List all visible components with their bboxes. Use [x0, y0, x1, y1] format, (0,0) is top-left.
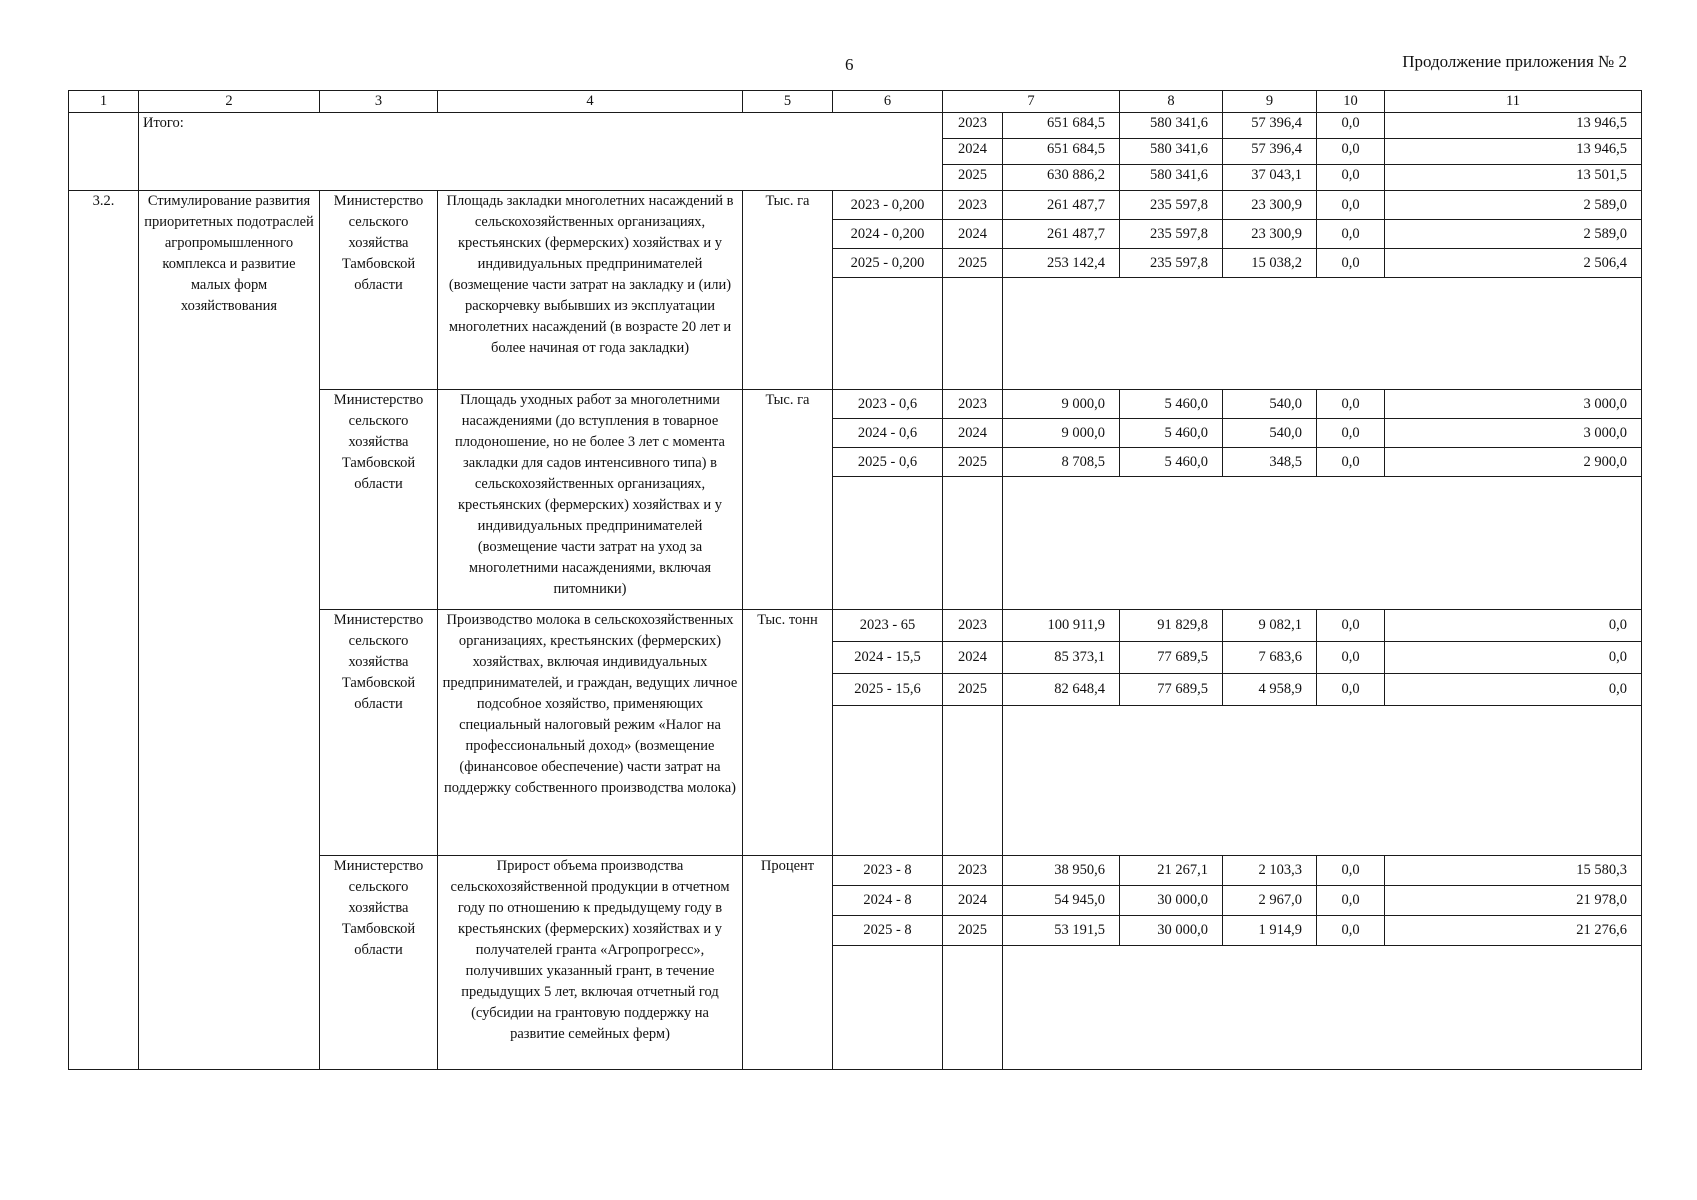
target-value-cell: 2024 - 8 — [833, 886, 943, 916]
amount-regional-cell: 57 396,4 — [1223, 139, 1317, 165]
year-cell: 2024 — [943, 642, 1003, 674]
amount-federal-cell: 580 341,6 — [1120, 139, 1223, 165]
amount-extrabudget-cell: 21 978,0 — [1385, 886, 1642, 916]
amount-regional-cell: 2 967,0 — [1223, 886, 1317, 916]
col-header-10: 10 — [1317, 91, 1385, 113]
indicator-description: Производство молока в сельскохозяйственных организациях, крестьянских (фермерских) хозяйствах, включая индивидуальных предпринимателей, и граждан, ведущих личное подсобное хозяйство, применяющих специальный налоговый режим «Налог на профессиональный доход» (возмещение (финансовое обеспечение) части затрат на поддержку собственного производства молока) — [438, 610, 743, 856]
col-header-2: 2 — [139, 91, 320, 113]
amount-federal-cell: 5 460,0 — [1120, 419, 1223, 448]
year-cell: 2025 — [943, 448, 1003, 477]
amount-local-cell: 0,0 — [1317, 448, 1385, 477]
amount-total-cell: 9 000,0 — [1003, 419, 1120, 448]
empty-cell — [833, 706, 943, 856]
amount-regional-cell: 23 300,9 — [1223, 220, 1317, 249]
total-row — [69, 113, 1642, 139]
amount-local-cell: 0,0 — [1317, 165, 1385, 191]
amount-total-cell: 651 684,5 — [1003, 113, 1120, 139]
amount-extrabudget-cell: 13 501,5 — [1385, 165, 1642, 191]
empty-cell — [943, 278, 1003, 390]
target-value-cell: 2025 - 15,6 — [833, 674, 943, 706]
unit-cell: Тыс. га — [743, 390, 833, 610]
amount-regional-cell: 1 914,9 — [1223, 916, 1317, 946]
year-cell: 2024 — [943, 139, 1003, 165]
amount-regional-cell: 2 103,3 — [1223, 856, 1317, 886]
amount-local-cell: 0,0 — [1317, 856, 1385, 886]
amount-extrabudget-cell: 13 946,5 — [1385, 139, 1642, 165]
amount-regional-cell: 23 300,9 — [1223, 191, 1317, 220]
amount-extrabudget-cell: 2 506,4 — [1385, 249, 1642, 278]
amount-total-cell: 38 950,6 — [1003, 856, 1120, 886]
year-cell: 2025 — [943, 674, 1003, 706]
column-numbers-row — [69, 91, 1642, 113]
col-header-5: 5 — [743, 91, 833, 113]
amount-total-cell: 9 000,0 — [1003, 390, 1120, 419]
amount-local-cell: 0,0 — [1317, 390, 1385, 419]
year-cell: 2023 — [943, 113, 1003, 139]
amount-federal-cell: 77 689,5 — [1120, 674, 1223, 706]
amount-local-cell: 0,0 — [1317, 419, 1385, 448]
amount-local-cell: 0,0 — [1317, 249, 1385, 278]
empty-cell — [943, 477, 1003, 610]
amount-federal-cell: 235 597,8 — [1120, 191, 1223, 220]
amount-regional-cell: 57 396,4 — [1223, 113, 1317, 139]
empty-cell — [943, 706, 1003, 856]
target-value-cell: 2023 - 8 — [833, 856, 943, 886]
year-cell: 2025 — [943, 165, 1003, 191]
amount-regional-cell: 348,5 — [1223, 448, 1317, 477]
amount-federal-cell: 580 341,6 — [1120, 165, 1223, 191]
amount-extrabudget-cell: 13 946,5 — [1385, 113, 1642, 139]
amount-extrabudget-cell: 0,0 — [1385, 642, 1642, 674]
target-value-cell: 2024 - 0,6 — [833, 419, 943, 448]
amount-total-cell: 82 648,4 — [1003, 674, 1120, 706]
indicator-description: Прирост объема производства сельскохозяйственной продукции в отчетном году по отношению к предыдущему году в крестьянских (фермерских) хозяйствах и у получателей гранта «Агропрогресс», получивших указанный грант, в течение предыдущих 5 лет, включая отчетный год (субсидии на грантовую поддержку на развитие семейных ферм) — [438, 856, 743, 1070]
empty-cell — [1003, 278, 1642, 390]
col-header-1: 1 — [69, 91, 139, 113]
amount-extrabudget-cell: 2 589,0 — [1385, 220, 1642, 249]
amount-local-cell: 0,0 — [1317, 610, 1385, 642]
amount-local-cell: 0,0 — [1317, 674, 1385, 706]
empty-cell — [833, 946, 943, 1070]
amount-regional-cell: 540,0 — [1223, 419, 1317, 448]
empty-cell — [943, 946, 1003, 1070]
amount-extrabudget-cell: 21 276,6 — [1385, 916, 1642, 946]
indicator-row — [69, 191, 1642, 220]
amount-federal-cell: 235 597,8 — [1120, 220, 1223, 249]
amount-local-cell: 0,0 — [1317, 139, 1385, 165]
amount-extrabudget-cell: 3 000,0 — [1385, 390, 1642, 419]
amount-regional-cell: 4 958,9 — [1223, 674, 1317, 706]
executor-cell: Министерство сельского хозяйства Тамбовской области — [320, 610, 438, 856]
amount-total-cell: 651 684,5 — [1003, 139, 1120, 165]
amount-total-cell: 100 911,9 — [1003, 610, 1120, 642]
target-value-cell: 2023 - 0,6 — [833, 390, 943, 419]
appendix-title: Продолжение приложения № 2 — [1402, 52, 1627, 71]
unit-cell: Процент — [743, 856, 833, 1070]
amount-federal-cell: 91 829,8 — [1120, 610, 1223, 642]
target-value-cell: 2023 - 0,200 — [833, 191, 943, 220]
executor-cell: Министерство сельского хозяйства Тамбовской области — [320, 390, 438, 610]
target-value-cell: 2025 - 0,6 — [833, 448, 943, 477]
indicator-description: Площадь уходных работ за многолетними насаждениями (до вступления в товарное плодоношение, но не более 3 лет с момента закладки для садов интенсивного типа) в сельскохозяйственных организациях, крестьянских (фермерских) хозяйствах и у индивидуальных предпринимателей (возмещение части затрат на уход за многолетними насаждениями, включая питомники) — [438, 390, 743, 610]
amount-extrabudget-cell: 15 580,3 — [1385, 856, 1642, 886]
amount-federal-cell: 21 267,1 — [1120, 856, 1223, 886]
amount-total-cell: 8 708,5 — [1003, 448, 1120, 477]
amount-local-cell: 0,0 — [1317, 916, 1385, 946]
year-cell: 2023 — [943, 191, 1003, 220]
total-label: Итого: — [139, 113, 943, 191]
col-header-11: 11 — [1385, 91, 1642, 113]
year-cell: 2023 — [943, 610, 1003, 642]
empty-cell — [833, 278, 943, 390]
year-cell: 2025 — [943, 916, 1003, 946]
amount-regional-cell: 15 038,2 — [1223, 249, 1317, 278]
amount-extrabudget-cell: 0,0 — [1385, 674, 1642, 706]
amount-total-cell: 261 487,7 — [1003, 191, 1120, 220]
budget-table — [68, 90, 1642, 1070]
empty-cell — [69, 113, 139, 191]
section-name: Стимулирование развития приоритетных подотраслей агропромышленного комплекса и развитие малых форм хозяйствования — [139, 191, 320, 1070]
amount-total-cell: 253 142,4 — [1003, 249, 1120, 278]
amount-regional-cell: 540,0 — [1223, 390, 1317, 419]
amount-extrabudget-cell: 0,0 — [1385, 610, 1642, 642]
amount-total-cell: 630 886,2 — [1003, 165, 1120, 191]
amount-federal-cell: 580 341,6 — [1120, 113, 1223, 139]
amount-extrabudget-cell: 3 000,0 — [1385, 419, 1642, 448]
amount-total-cell: 85 373,1 — [1003, 642, 1120, 674]
executor-cell: Министерство сельского хозяйства Тамбовской области — [320, 191, 438, 390]
unit-cell: Тыс. тонн — [743, 610, 833, 856]
empty-cell — [1003, 477, 1642, 610]
indicator-description: Площадь закладки многолетних насаждений в сельскохозяйственных организациях, крестьянских (фермерских) хозяйствах и у индивидуальных предпринимателей (возмещение части затрат на закладку и (или) раскорчевку выбывших из эксплуатации многолетних насаждений (в возрасте 20 лет и более начиная от года закладки) — [438, 191, 743, 390]
col-header-9: 9 — [1223, 91, 1317, 113]
year-cell: 2023 — [943, 856, 1003, 886]
col-header-3: 3 — [320, 91, 438, 113]
amount-federal-cell: 235 597,8 — [1120, 249, 1223, 278]
executor-cell: Министерство сельского хозяйства Тамбовской области — [320, 856, 438, 1070]
amount-federal-cell: 5 460,0 — [1120, 390, 1223, 419]
amount-local-cell: 0,0 — [1317, 220, 1385, 249]
amount-regional-cell: 37 043,1 — [1223, 165, 1317, 191]
year-cell: 2024 — [943, 220, 1003, 249]
section-number: 3.2. — [69, 191, 139, 1070]
empty-cell — [1003, 706, 1642, 856]
year-cell: 2023 — [943, 390, 1003, 419]
target-value-cell: 2024 - 0,200 — [833, 220, 943, 249]
amount-extrabudget-cell: 2 589,0 — [1385, 191, 1642, 220]
empty-cell — [1003, 946, 1642, 1070]
amount-local-cell: 0,0 — [1317, 113, 1385, 139]
target-value-cell: 2023 - 65 — [833, 610, 943, 642]
target-value-cell: 2024 - 15,5 — [833, 642, 943, 674]
col-header-6: 6 — [833, 91, 943, 113]
amount-total-cell: 53 191,5 — [1003, 916, 1120, 946]
amount-extrabudget-cell: 2 900,0 — [1385, 448, 1642, 477]
unit-cell: Тыс. га — [743, 191, 833, 390]
amount-total-cell: 54 945,0 — [1003, 886, 1120, 916]
year-cell: 2025 — [943, 249, 1003, 278]
amount-local-cell: 0,0 — [1317, 886, 1385, 916]
col-header-7: 7 — [943, 91, 1120, 113]
amount-regional-cell: 9 082,1 — [1223, 610, 1317, 642]
amount-local-cell: 0,0 — [1317, 642, 1385, 674]
col-header-8: 8 — [1120, 91, 1223, 113]
empty-cell — [833, 477, 943, 610]
col-header-4: 4 — [438, 91, 743, 113]
amount-total-cell: 261 487,7 — [1003, 220, 1120, 249]
year-cell: 2024 — [943, 886, 1003, 916]
amount-federal-cell: 30 000,0 — [1120, 886, 1223, 916]
target-value-cell: 2025 - 0,200 — [833, 249, 943, 278]
amount-regional-cell: 7 683,6 — [1223, 642, 1317, 674]
amount-local-cell: 0,0 — [1317, 191, 1385, 220]
amount-federal-cell: 30 000,0 — [1120, 916, 1223, 946]
page-number: 6 — [845, 55, 854, 74]
amount-federal-cell: 77 689,5 — [1120, 642, 1223, 674]
year-cell: 2024 — [943, 419, 1003, 448]
target-value-cell: 2025 - 8 — [833, 916, 943, 946]
amount-federal-cell: 5 460,0 — [1120, 448, 1223, 477]
